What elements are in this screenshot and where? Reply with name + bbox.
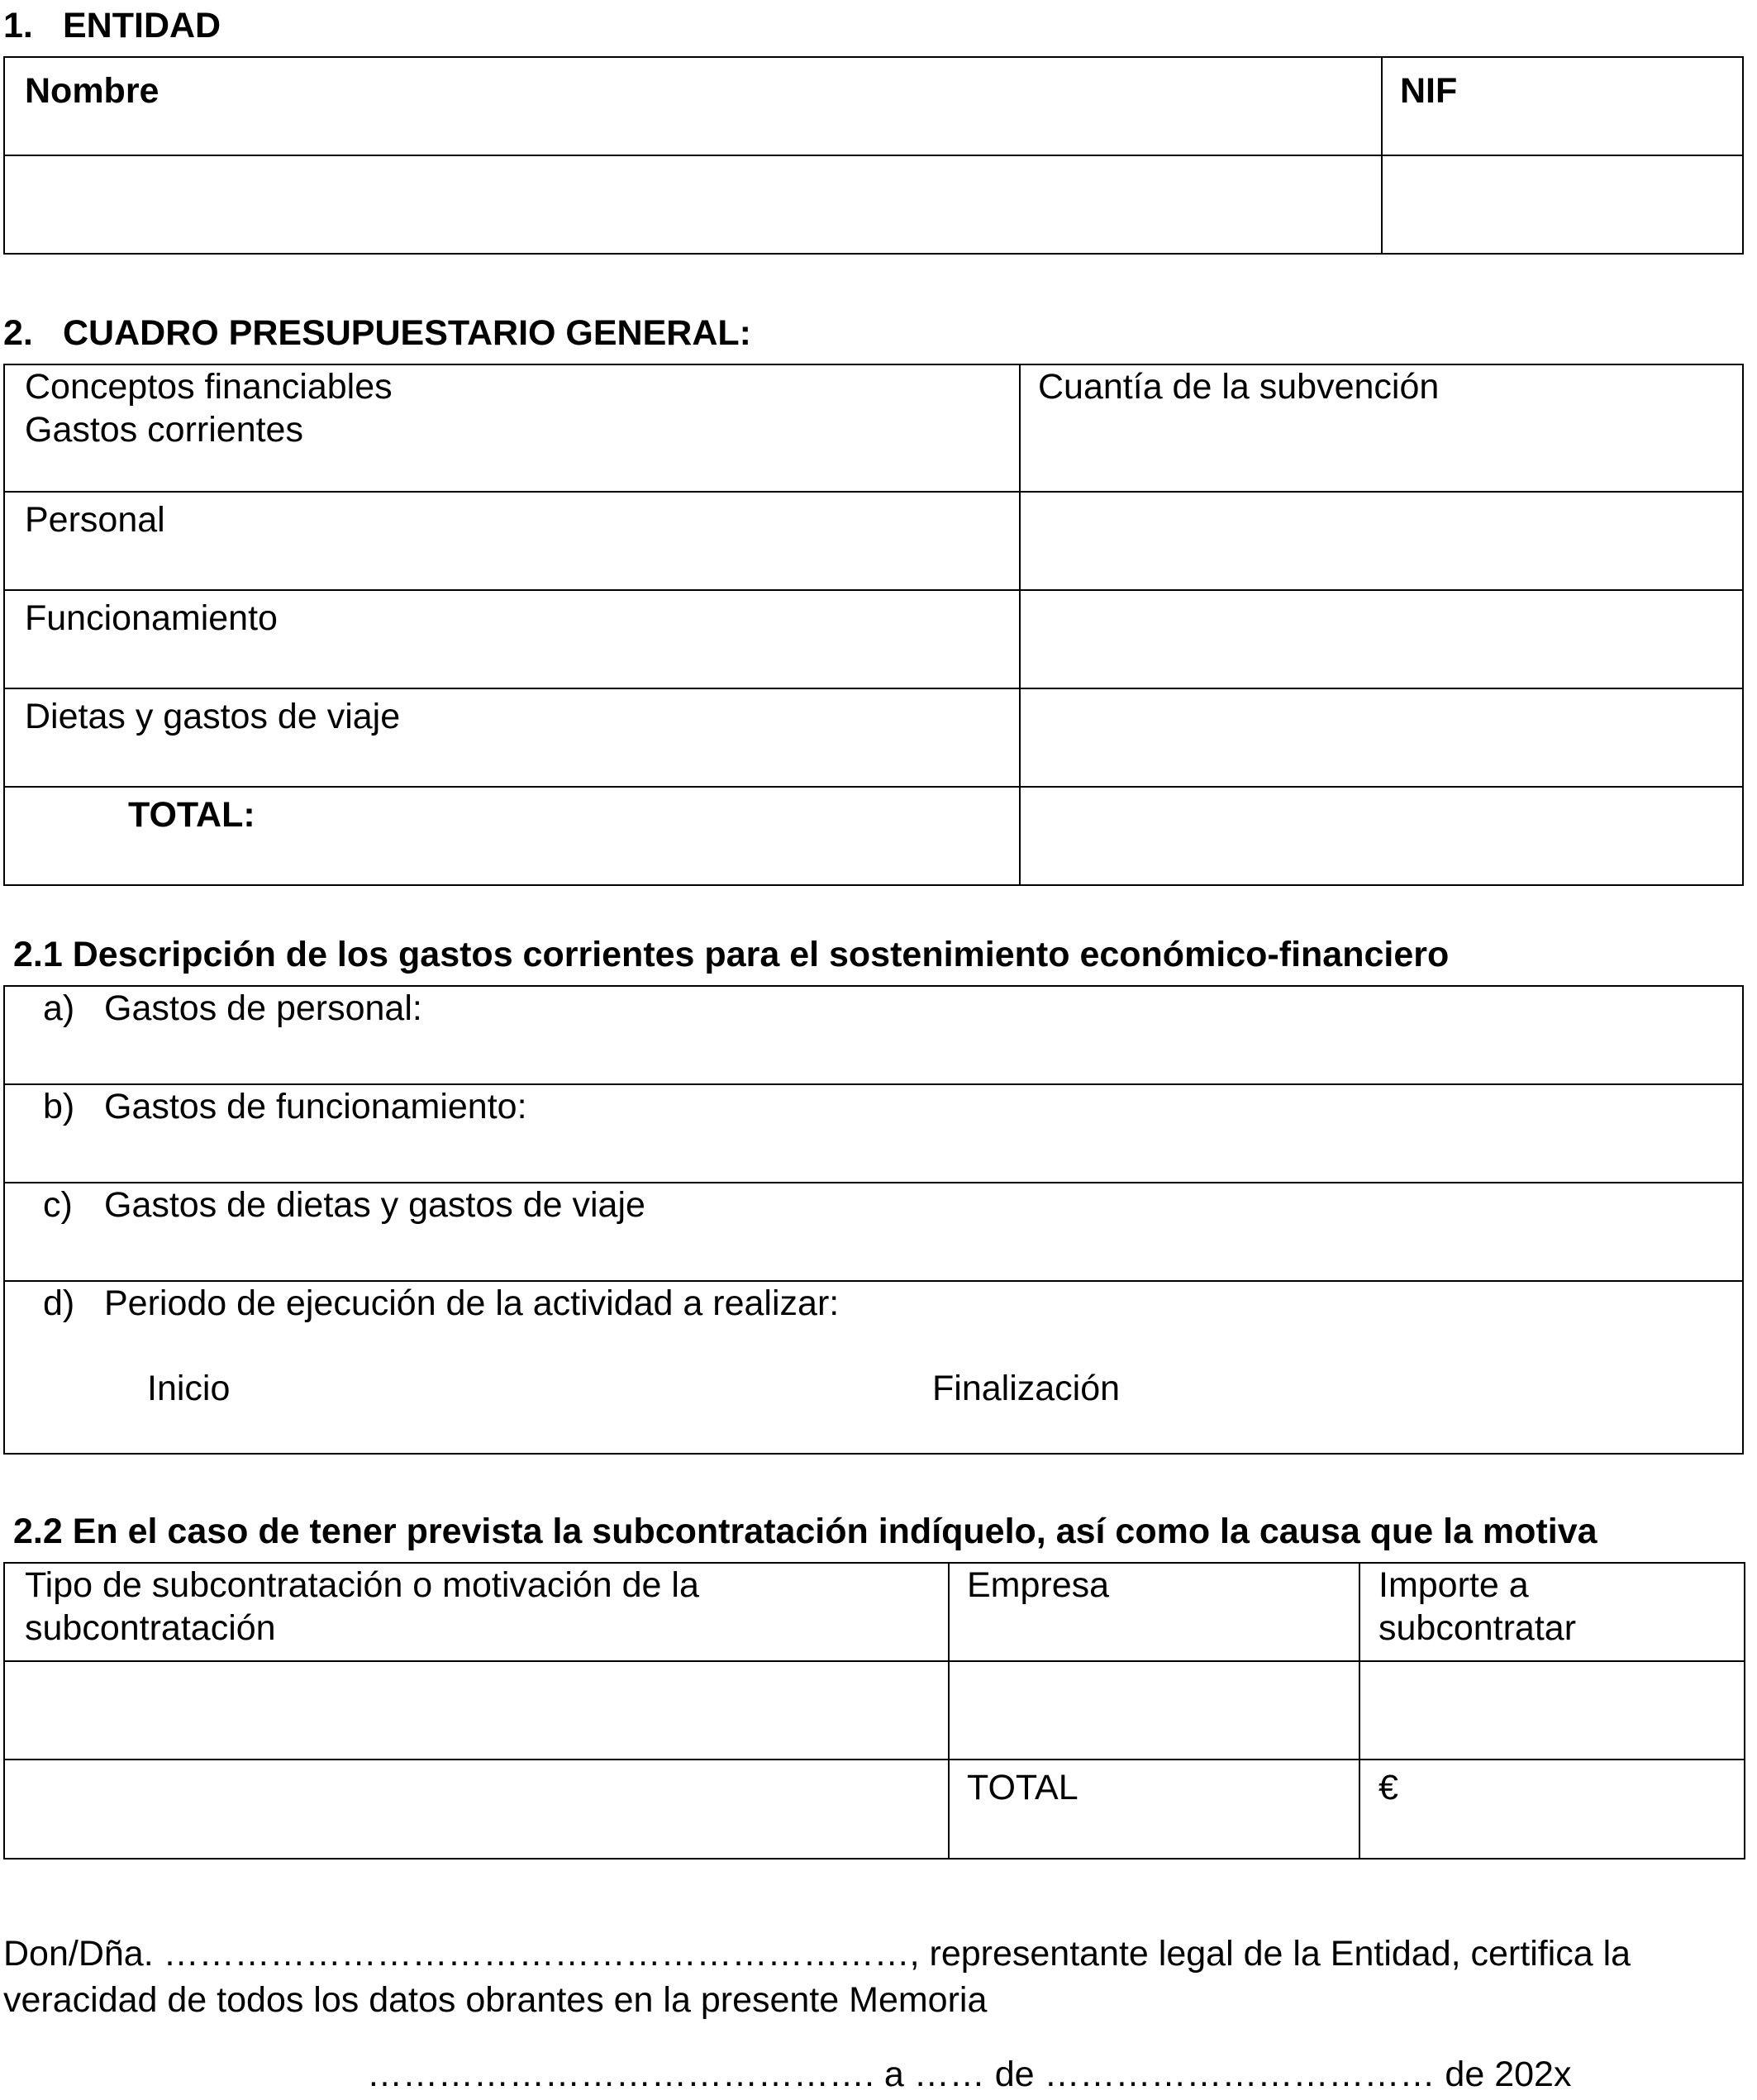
budget-row-label: Funcionamiento <box>25 598 278 638</box>
budget-row-divider <box>5 589 1742 591</box>
item-letter: c) <box>43 1185 73 1225</box>
section-1-number: 1. <box>3 6 33 45</box>
budget-row-amount[interactable] <box>1038 498 1724 573</box>
subcontratacion-column-divider <box>948 1564 950 1858</box>
item-letter: a) <box>43 988 75 1028</box>
budget-row-label: Dietas y gastos de viaje <box>25 697 401 736</box>
budget-row-amount[interactable] <box>1038 695 1724 769</box>
section-2-2-heading: 2.2 En el caso de tener prevista la subcontratación indíquelo, así como la causa que la motiva <box>13 1512 1597 1551</box>
cuantia-header: Cuantía de la subvención <box>1038 367 1440 407</box>
empresa-field[interactable] <box>967 1668 1347 1742</box>
conceptos-header-line1: Conceptos financiables <box>25 367 393 407</box>
conceptos-header-line2: Gastos corrientes <box>25 410 303 450</box>
nif-header: NIF <box>1400 71 1458 111</box>
importe-header <box>1378 1564 1576 1650</box>
item-letter: b) <box>43 1087 75 1126</box>
tipo-header-line1: Tipo de subcontratación o motivación de la <box>25 1565 699 1605</box>
subcontratacion-row-divider <box>5 1660 1744 1662</box>
section-2-title: CUADRO PRESUPUESTARIO GENERAL: <box>63 313 751 353</box>
section-2-number: 2. <box>3 313 33 353</box>
nif-field[interactable] <box>1400 169 1731 244</box>
section-1-title: ENTIDAD <box>63 6 221 45</box>
empresa-header: Empresa <box>967 1565 1110 1605</box>
budget-total-amount[interactable] <box>1038 793 1724 868</box>
subcontratacion-total-label: TOTAL <box>967 1768 1078 1807</box>
section-2-heading <box>3 313 751 353</box>
budget-row-divider <box>5 688 1742 689</box>
budget-column-divider <box>1019 365 1021 884</box>
item-text: Gastos de funcionamiento: <box>104 1087 527 1126</box>
tipo-header <box>25 1564 699 1650</box>
tipo-header-line2: subcontratación <box>25 1608 276 1648</box>
subcontratacion-column-divider <box>1359 1564 1360 1858</box>
subcontratacion-table <box>3 1562 1745 1860</box>
item-text: Gastos de personal: <box>104 988 422 1028</box>
descripcion-table <box>3 985 1744 1455</box>
budget-row-divider <box>5 786 1742 788</box>
inicio-label: Inicio <box>147 1369 231 1408</box>
finalizacion-label: Finalización <box>932 1369 1121 1408</box>
entidad-header-divider <box>5 155 1742 156</box>
nombre-field[interactable] <box>25 169 1364 244</box>
importe-header-line1: Importe a <box>1378 1565 1529 1605</box>
conceptos-header <box>25 365 393 451</box>
certification-line-1: Don/Dña. ………………………………………………………, representante legal de la Entidad, certifica la <box>3 1934 1631 1974</box>
budget-row-amount[interactable] <box>1038 597 1724 671</box>
budget-row-divider <box>5 491 1742 493</box>
item-text: Periodo de ejecución de la actividad a realizar: <box>104 1283 840 1323</box>
budget-total-label: TOTAL: <box>128 795 255 835</box>
place-date-line: ……………………………………. a …… de …………………………… de 202x <box>367 2055 1572 2094</box>
budget-table <box>3 364 1744 886</box>
subcontratacion-row-divider <box>5 1759 1744 1760</box>
importe-field[interactable] <box>1378 1668 1726 1742</box>
entidad-column-divider <box>1381 58 1383 253</box>
entidad-table <box>3 56 1744 255</box>
item-letter: d) <box>43 1283 75 1323</box>
tipo-field[interactable] <box>25 1668 934 1742</box>
nombre-header: Nombre <box>25 71 160 111</box>
subcontratacion-total-currency: € <box>1378 1768 1398 1807</box>
item-text: Gastos de dietas y gastos de viaje <box>104 1185 645 1225</box>
section-2-1-heading: 2.1 Descripción de los gastos corrientes para el sostenimiento económico-financiero <box>13 935 1450 974</box>
importe-header-line2: subcontratar <box>1378 1608 1577 1648</box>
section-1-heading <box>3 8 221 44</box>
certification-line-2: veracidad de todos los datos obrantes en la presente Memoria <box>3 1980 988 2020</box>
budget-row-label: Personal <box>25 500 165 540</box>
